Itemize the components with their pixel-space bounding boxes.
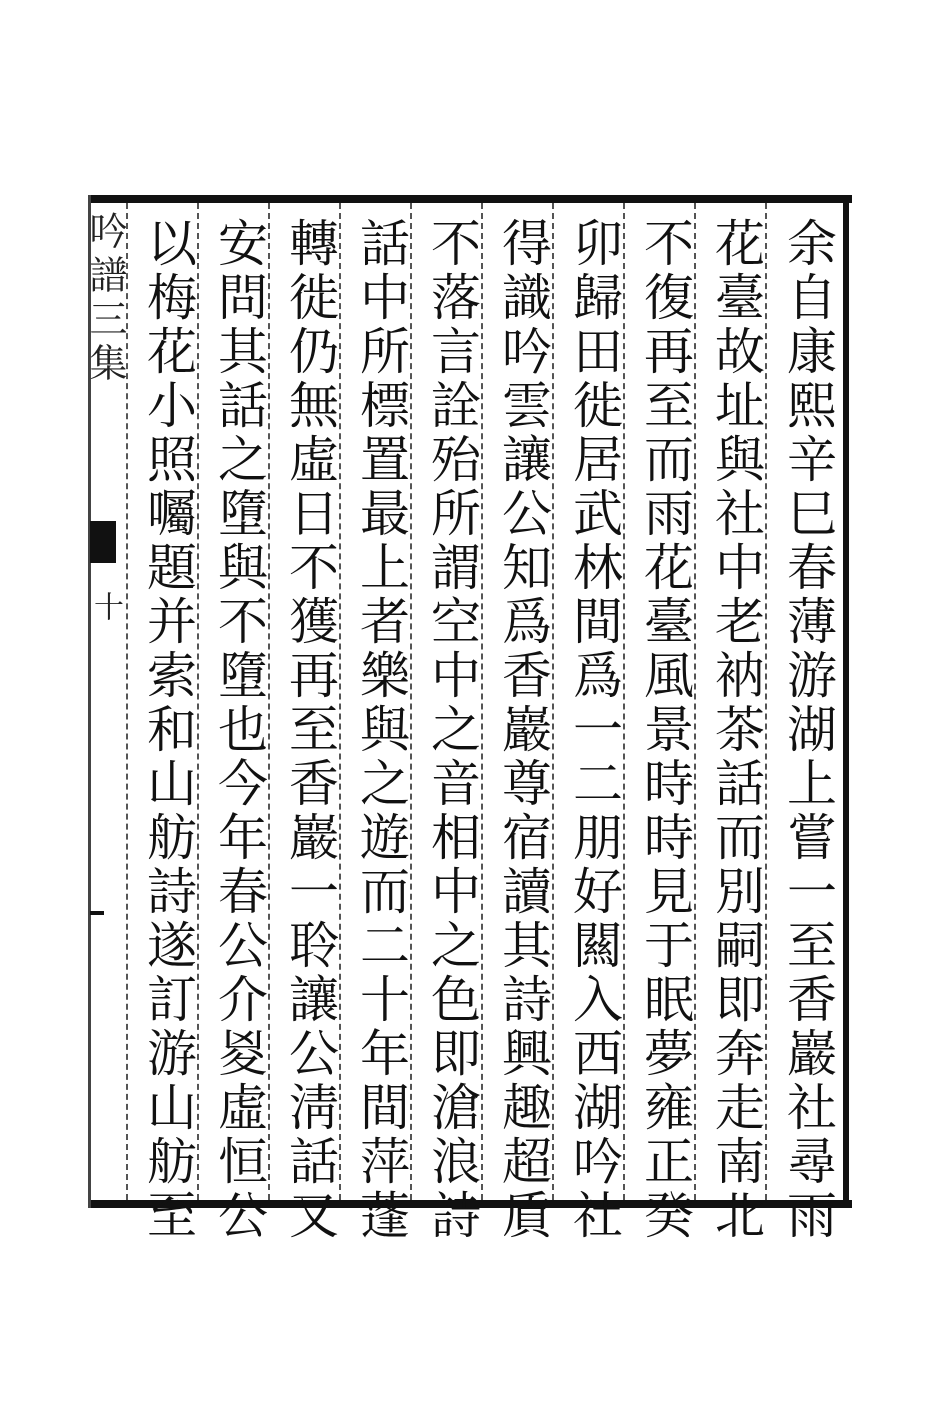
margin-title: 吟譜三集 bbox=[83, 211, 127, 387]
margin-tick-mark bbox=[90, 911, 104, 915]
page-frame bbox=[83, 195, 852, 1243]
folio-number: 十 bbox=[88, 591, 123, 621]
text-column-8: 轉徙仍無虛日不獲再至香巖一聆讓公淸話又 bbox=[281, 217, 339, 1243]
text-column-4: 卯歸田徙居武林間爲一二朋好闗入西湖吟社 bbox=[565, 217, 623, 1243]
text-column-9: 安問其話之墮與不墮也今年春公介㚇虛恒公 bbox=[210, 217, 268, 1243]
text-column-2: 花臺故址與社中老衲茶話而別嗣即奔走南北 bbox=[707, 217, 765, 1243]
right-border-rule bbox=[843, 195, 849, 1208]
text-column-7: 話中所標置最上者樂與之遊而二十年間萍蓬 bbox=[352, 217, 410, 1243]
fishtail-mark bbox=[90, 521, 116, 563]
text-column-6: 不落言詮殆所謂空中之音相中之色即滄浪詩 bbox=[423, 217, 481, 1243]
column-divider bbox=[126, 203, 128, 1200]
text-column-1: 余自康熙辛巳春薄游湖上嘗一至香巖社尋雨 bbox=[779, 217, 837, 1243]
top-border-rule bbox=[88, 195, 852, 203]
text-column-3: 不復再至而雨花臺風景時時見于眠夢雍正癸 bbox=[636, 217, 694, 1243]
text-column-5: 得識吟雲讓公知爲香巖尊宿讀其詩興趣超貭 bbox=[494, 217, 552, 1243]
text-column-10: 以梅花小照囑題并索和山舫詩遂訂游山舫至 bbox=[139, 217, 197, 1243]
center-margin-strip bbox=[83, 211, 127, 1201]
